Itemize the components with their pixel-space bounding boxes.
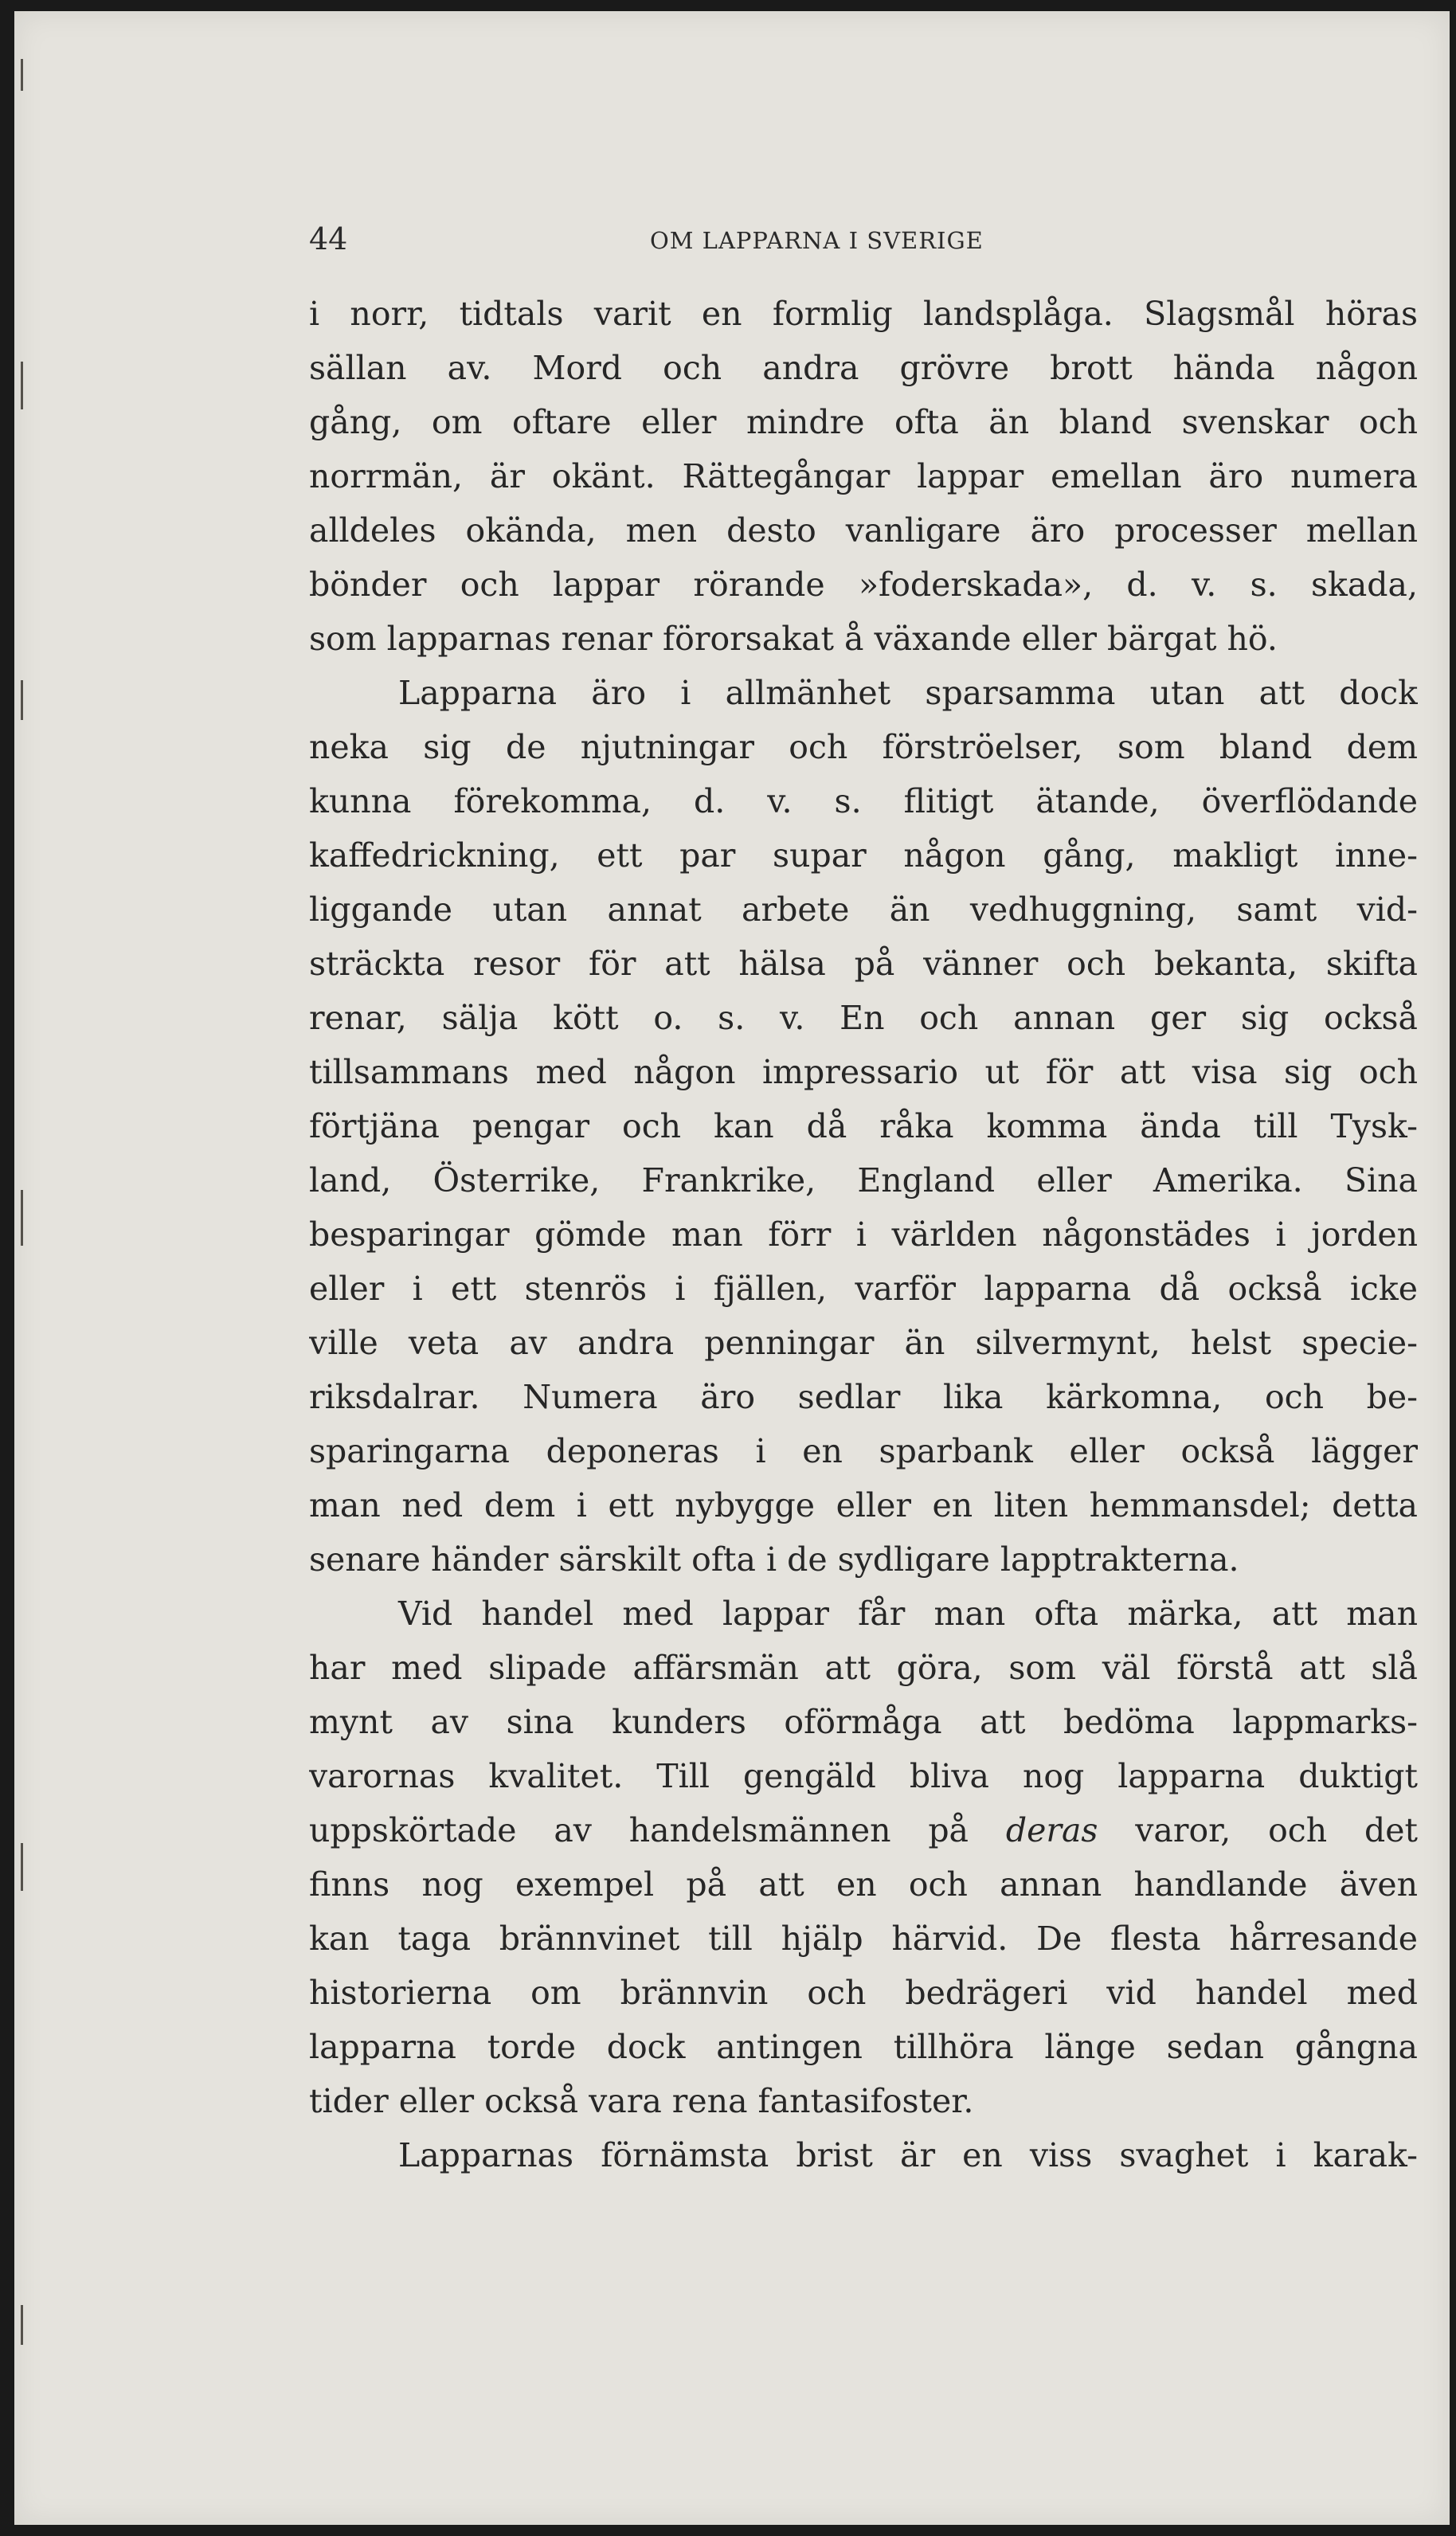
text-line: som lapparnas renar förorsakat å växande eller bärgat hö.	[309, 620, 1278, 658]
text-line: gång, om oftare eller mindre ofta än bland svenskar och	[309, 403, 1418, 441]
text-line: land, Österrike, Frankrike, England eller Amerika. Sina	[309, 1161, 1418, 1200]
text-line: tillsammans med någon impressario ut för att visa sig och	[309, 1053, 1418, 1091]
text-line: förtjäna pengar och kan då råka komma ända till Tysk-	[309, 1107, 1418, 1145]
text-line: finns nog exempel på att en och annan handlande även	[309, 1865, 1418, 1904]
page-header	[309, 221, 1048, 256]
text-line: kan taga brännvinet till hjälp härvid. De flesta hårresande	[309, 1920, 1418, 1958]
text-line: neka sig de njutningar och förströelser, som bland dem	[309, 728, 1418, 766]
text-line: varornas kvalitet. Till gengäld bliva nog lapparna duktigt	[309, 1757, 1418, 1795]
text-line: lapparna torde dock antingen tillhöra länge sedan gångna	[309, 2028, 1418, 2066]
text-line: alldeles okända, men desto vanligare äro processer mellan	[309, 511, 1418, 550]
text-line: besparingar gömde man förr i världen någonstädes i jorden	[309, 1215, 1418, 1254]
text-line: kaffedrickning, ett par supar någon gång, makligt inne-	[309, 836, 1418, 875]
text-line: kunna förekomma, d. v. s. flitigt ätande, överflödande	[309, 782, 1418, 820]
text-line: sträckta resor för att hälsa på vänner och bekanta, skifta	[309, 945, 1418, 983]
paragraph-first-line: Lapparnas förnämsta brist är en viss svaghet i karak-	[398, 2136, 1418, 2174]
text-line: eller i ett stenrös i fjällen, varför lapparna då också icke	[309, 1270, 1418, 1308]
text-line: i norr, tidtals varit en formlig landsplåga. Slagsmål höras	[309, 295, 1418, 333]
text-line: sparingarna deponeras i en sparbank eller också lägger	[309, 1432, 1418, 1470]
text-line: sällan av. Mord och andra grövre brott hända någon	[309, 349, 1418, 387]
page-edge-mark	[21, 362, 23, 409]
text-line: bönder och lappar rörande »foderskada», d. v. s. skada,	[309, 566, 1418, 604]
body-text	[309, 287, 1418, 2182]
page-edge-mark	[21, 2305, 23, 2345]
paragraph-first-line: Vid handel med lappar får man ofta märka, att man	[398, 1595, 1418, 1633]
text-line: norrmän, är okänt. Rättegångar lappar emellan äro numera	[309, 457, 1418, 495]
page-number: 44	[309, 221, 348, 256]
page-edge-mark	[21, 1843, 23, 1891]
text-line: har med slipade affärsmän att göra, som väl förstå att slå	[309, 1649, 1418, 1687]
text-line: mynt av sina kunders oförmåga att bedöma lappmarks-	[309, 1703, 1418, 1741]
page-edge-mark	[21, 1190, 23, 1246]
page-edge-mark	[21, 59, 23, 91]
text-line: senare händer särskilt ofta i de sydligare lapptrakterna.	[309, 1540, 1239, 1579]
paragraph-first-line: Lapparna äro i allmänhet sparsamma utan att dock	[398, 674, 1418, 712]
text-line: liggande utan annat arbete än vedhuggning, samt vid-	[309, 890, 1418, 929]
text-line: tider eller också vara rena fantasifoster.	[309, 2082, 974, 2120]
text-line: historierna om brännvin och bedrägeri vid handel med	[309, 1974, 1418, 2012]
text-line: renar, sälja kött o. s. v. En och annan ger sig också	[309, 999, 1418, 1037]
running-title: OM LAPPARNA I SVERIGE	[650, 227, 984, 254]
text-line: man ned dem i ett nybygge eller en liten hemmansdel; detta	[309, 1486, 1418, 1524]
text-line: ville veta av andra penningar än silvermynt, helst specie-	[309, 1324, 1418, 1362]
page-edge-mark	[21, 680, 23, 720]
emphasized-word: deras	[1005, 1811, 1098, 1849]
text-line: riksdalrar. Numera äro sedlar lika kärkomna, och be-	[309, 1378, 1418, 1416]
text-line: uppskörtade av handelsmännen på deras varor, och det	[309, 1811, 1418, 1849]
